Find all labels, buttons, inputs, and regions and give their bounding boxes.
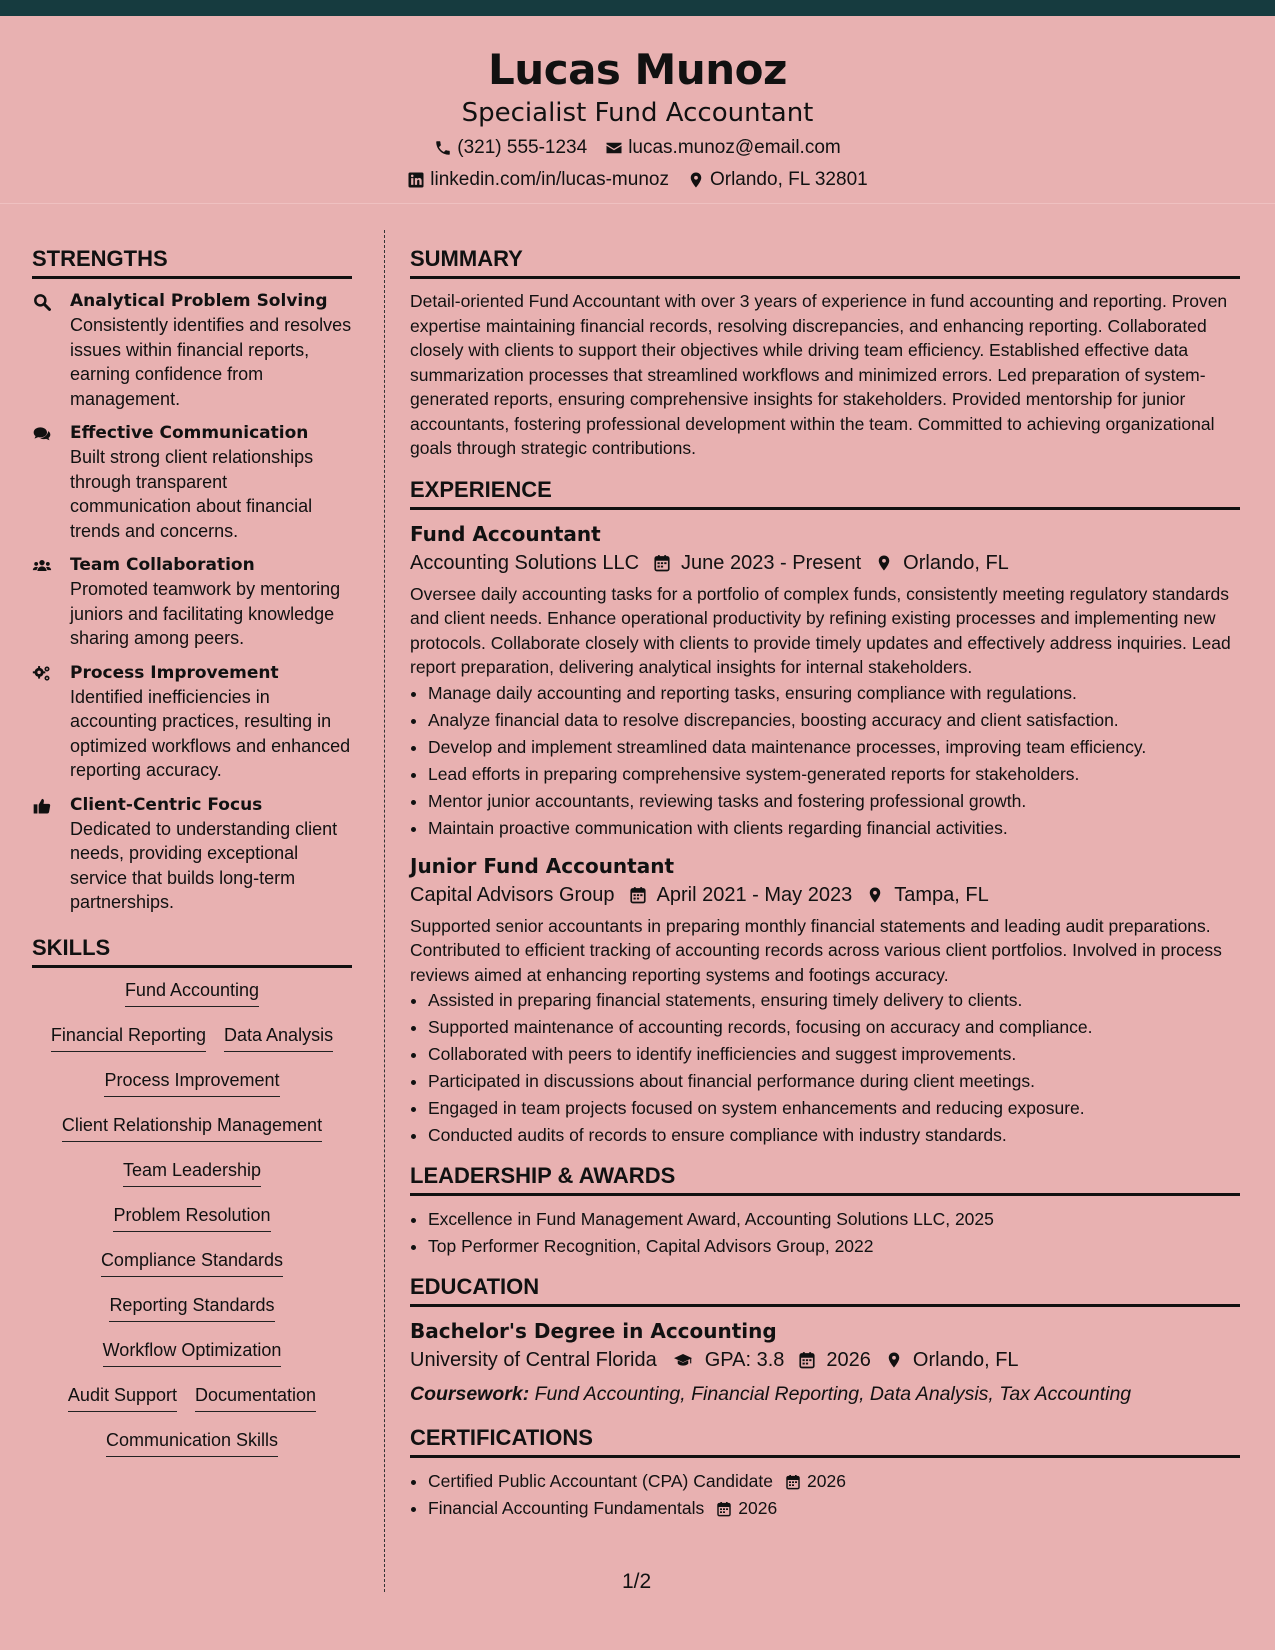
strengths-heading: STRENGTHS	[32, 246, 352, 279]
summary-text: Detail-oriented Fund Accountant with over 3 years of experience in fund accounting and reporting. Proven expertise maintaining financial records, resolving discrepancies, and enhancing reporting. Collaborated closely with clients to support their objectives while driving team efficiency. Established effective data summarization processes that streamlined workflows and minimized errors. Led preparation of system-generated reports, ensuring comprehensive insights for stakeholders. Provided mentorship for junior accountants, fostering professional development within the team. Committed to achieving organizational goals through strategic contributions.	[410, 291, 1228, 458]
awards-heading: LEADERSHIP & AWARDS	[410, 1163, 1240, 1196]
job-location: Orlando, FL	[903, 551, 1009, 574]
list-item	[428, 1468, 1240, 1495]
list-item: • Excellence in Fund Management Award, Accounting Solutions LLC, 2025	[428, 1206, 1240, 1233]
gpa-text: GPA: 3.8	[704, 1349, 785, 1371]
list-item: • Mentor junior accountants, reviewing tasks and fostering professional growth.	[428, 788, 1240, 815]
skill-tag: Financial Reporting	[51, 1023, 206, 1052]
calendar-icon	[629, 886, 647, 904]
linkedin-contact[interactable]	[407, 166, 669, 194]
skills-list	[32, 978, 352, 1473]
list-item: • Develop and implement streamlined data maintenance processes, improving team efficiency.	[428, 734, 1240, 761]
strength-item	[32, 421, 352, 543]
graduation-year: 2026	[826, 1349, 871, 1371]
skill-tag: Process Improvement	[104, 1068, 279, 1097]
top-accent-bar	[0, 0, 1275, 16]
map-pin-icon	[875, 554, 893, 572]
skills-heading: SKILLS	[32, 935, 352, 968]
candidate-title: Specialist Fund Accountant	[461, 98, 814, 128]
phone-contact[interactable]	[434, 134, 587, 162]
list-item: • Assisted in preparing financial statements, ensuring timely delivery to clients.	[428, 987, 1240, 1014]
job-company: Capital Advisors Group	[410, 883, 615, 906]
map-pin-icon	[687, 171, 705, 189]
location-contact	[687, 166, 868, 194]
job-description: Oversee daily accounting tasks for a portfolio of complex funds, consistently meeting regulatory standards and client needs. Enhance operational productivity by refining existing processes and implementing new protocols. Collaborate closely with clients to provide timely updates and effectively address inquiries. Lead report preparation, delivering analytical insights for internal stakeholders.	[410, 583, 1231, 677]
resume-header	[0, 16, 1275, 204]
skill-tag: Team Leadership	[123, 1158, 261, 1187]
job-meta	[410, 548, 1240, 578]
map-pin-icon	[866, 886, 884, 904]
cert-name: • Financial Accounting Fundamentals	[428, 1498, 705, 1518]
job-dates: April 2021 - May 2023	[656, 883, 853, 906]
skill-tag: Compliance Standards	[101, 1248, 283, 1277]
strength-desc: Dedicated to understanding client needs, providing exceptional service that builds long-term partnerships.	[70, 818, 338, 912]
coursework-text: Fund Accounting, Financial Reporting, Data Analysis, Tax Accounting	[534, 1383, 1132, 1405]
users-icon	[32, 556, 52, 576]
job-dates: June 2023 - Present	[681, 551, 862, 574]
job-bullets	[410, 680, 1240, 842]
list-item: • Manage daily accounting and reporting tasks, ensuring compliance with regulations.	[428, 680, 1240, 707]
strength-desc: Built strong client relationships through transparent communication about financial trends and concerns.	[70, 447, 314, 541]
cert-year: 2026	[738, 1498, 778, 1518]
job-title: Fund Accountant	[410, 521, 601, 546]
skill-tag: Client Relationship Management	[62, 1113, 322, 1142]
job-company: Accounting Solutions LLC	[410, 551, 640, 574]
awards-list	[410, 1206, 1240, 1260]
strength-desc: Consistently identifies and resolves issues within financial reports, earning confidence from management.	[70, 315, 352, 409]
job-entry	[410, 520, 1240, 842]
job-entry	[410, 852, 1240, 1150]
envelope-icon	[605, 139, 623, 157]
left-column	[32, 246, 352, 1473]
candidate-name: Lucas Munoz	[488, 45, 787, 94]
strength-title: Team Collaboration	[70, 555, 255, 575]
education-heading: EDUCATION	[410, 1274, 1240, 1307]
job-title: Junior Fund Accountant	[410, 853, 675, 878]
strength-desc: Identified inefficiencies in accounting practices, resulting in optimized workflows and enhanced reporting accuracy.	[70, 686, 351, 780]
linkedin-text: linkedin.com/in/lucas-munoz	[430, 169, 669, 190]
job-location: Tampa, FL	[894, 883, 989, 906]
education-meta	[410, 1345, 1240, 1375]
email-text: lucas.munoz@email.com	[628, 137, 841, 158]
coursework-label: Coursework:	[410, 1383, 530, 1405]
cert-year: 2026	[807, 1471, 846, 1491]
experience-heading: EXPERIENCE	[410, 477, 1240, 510]
list-item: • Top Performer Recognition, Capital Advisors Group, 2022	[428, 1233, 1240, 1260]
column-divider	[384, 230, 385, 1592]
list-item: • Analyze financial data to resolve discrepancies, boosting accuracy and client satisfaction.	[428, 707, 1240, 734]
phone-text: (321) 555-1234	[457, 137, 588, 158]
phone-icon	[434, 139, 452, 157]
strengths-list	[32, 289, 352, 915]
skill-tag: Audit Support	[68, 1383, 177, 1412]
linkedin-icon	[407, 171, 425, 189]
skill-tag: Reporting Standards	[109, 1293, 274, 1322]
right-column	[410, 246, 1240, 1522]
skill-tag: Workflow Optimization	[103, 1338, 282, 1367]
strength-item	[32, 289, 352, 411]
cert-name: • Certified Public Accountant (CPA) Candidate	[428, 1471, 773, 1491]
list-item: • Participated in discussions about financial performance during client meetings.	[428, 1068, 1240, 1095]
gears-icon	[32, 664, 52, 684]
skill-tag: Documentation	[195, 1383, 316, 1412]
calendar-icon	[785, 1474, 801, 1490]
strength-item	[32, 793, 352, 915]
job-meta	[410, 880, 1240, 910]
strength-item	[32, 661, 352, 783]
email-contact[interactable]	[605, 134, 841, 162]
calendar-icon	[653, 554, 671, 572]
job-bullets	[410, 987, 1240, 1149]
skill-tag: Communication Skills	[106, 1428, 278, 1457]
summary-heading: SUMMARY	[410, 246, 1240, 279]
degree-title: Bachelor's Degree in Accounting	[410, 1319, 777, 1343]
page-number: 1/2	[622, 1570, 652, 1593]
skill-tag: Data Analysis	[224, 1023, 333, 1052]
strength-title: Analytical Problem Solving	[70, 291, 328, 311]
list-item: • Lead efforts in preparing comprehensive system-generated reports for stakeholders.	[428, 761, 1240, 788]
list-item: • Engaged in team projects focused on system enhancements and reducing exposure.	[428, 1095, 1240, 1122]
list-item: • Conducted audits of records to ensure compliance with industry standards.	[428, 1122, 1240, 1149]
search-icon	[32, 292, 52, 312]
coursework	[410, 1379, 1240, 1409]
strength-title: Client-Centric Focus	[70, 794, 263, 815]
strength-item	[32, 553, 352, 651]
calendar-icon	[716, 1501, 732, 1517]
skill-tag: Fund Accounting	[125, 978, 259, 1007]
school-location: Orlando, FL	[912, 1349, 1019, 1371]
certifications-list	[410, 1468, 1240, 1522]
calendar-icon	[798, 1351, 816, 1369]
graduation-cap-icon	[671, 1351, 695, 1369]
certifications-heading: CERTIFICATIONS	[410, 1425, 1240, 1458]
strength-desc: Promoted teamwork by mentoring juniors and facilitating knowledge sharing among peers.	[70, 579, 341, 648]
contact-row-2	[0, 166, 1275, 194]
map-pin-icon	[885, 1351, 903, 1369]
list-item: • Collaborated with peers to identify inefficiencies and suggest improvements.	[428, 1041, 1240, 1068]
skill-tag: Problem Resolution	[113, 1203, 270, 1232]
school-name: University of Central Florida	[410, 1349, 657, 1371]
strength-title: Process Improvement	[70, 662, 279, 683]
strength-title: Effective Communication	[70, 423, 309, 443]
thumbs-up-icon	[32, 796, 52, 816]
job-description: Supported senior accountants in preparing monthly financial statements and leading audit preparations. Contributed to efficient tracking of accounting records across various client portfolios. Involved in process reviews aimed at enhancing reporting systems and footings accuracy.	[410, 915, 1222, 985]
list-item: • Maintain proactive communication with clients regarding financial activities.	[428, 815, 1240, 842]
comments-icon	[32, 424, 52, 444]
contact-row-1	[0, 134, 1275, 162]
list-item: • Supported maintenance of accounting records, focusing on accuracy and compliance.	[428, 1014, 1240, 1041]
list-item	[428, 1495, 1240, 1522]
location-text: Orlando, FL 32801	[709, 169, 868, 190]
